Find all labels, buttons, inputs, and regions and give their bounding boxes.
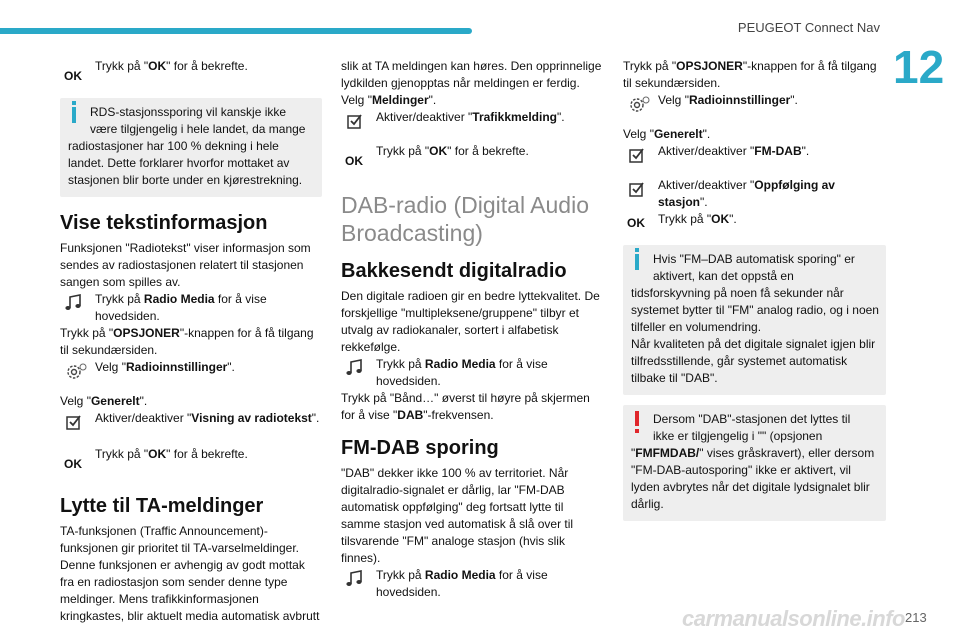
step-toggle-traffic: Aktiver/deaktiver "Trafikkmelding". [341,109,606,143]
chapter-number: 12 [893,41,945,93]
column-1 [60,58,322,625]
header-accent-bar [0,28,472,34]
checkbox-icon [627,145,651,173]
music-note-icon [345,358,369,386]
column-3 [623,58,886,521]
heading-fm-dab: FM-DAB sporing [341,437,499,459]
warning-box: Dersom "DAB"-stasjonen det lyttes til ikke er tilgjengelig i "" (opsjonen "FMFMDAB/" vises gråskravert), eller dersom "FM-DAB-autosporing" ikke er aktivert, vil lyden avbrytes når det digitale lydsignalet blir dårlig. [623,405,886,521]
page-number: 213 [905,610,927,625]
info-icon [635,254,639,270]
step-ok-confirm: OK Trykk på "OK" for å bekrefte. [60,58,322,92]
step-ok-confirm: OK Trykk på "OK" for å bekrefte. [341,143,606,177]
step-radio-media: Trykk på Radio Media for å vise hovedsiden. [341,356,606,390]
step-ok-confirm: OK Trykk på "OK" for å bekrefte. [60,446,322,480]
music-note-icon [345,569,369,597]
paragraph: Velg "Generelt". [60,394,148,408]
step-radio-media: Trykk på Radio Media for å vise hovedsiden. [341,567,606,601]
heading-ta: Lytte til TA-meldinger [60,495,264,517]
settings-icon [64,361,88,389]
heading-dab: DAB-radio (Digital Audio Broadcasting) [341,192,590,246]
step-toggle-station-follow: Aktiver/deaktiver "Oppfølging av stasjon". [623,177,886,211]
step-radio-settings: Velg "Radioinnstillinger". [60,359,322,393]
step-radio-settings: Velg "Radioinnstillinger". [623,92,886,126]
step-toggle-fmdab: Aktiver/deaktiver "FM-DAB". [623,143,886,177]
ok-icon: OK [64,69,82,83]
heading-text-info: Vise tekstinformasjon [60,212,268,234]
music-note-icon [64,293,88,321]
paragraph: Trykk på "Bånd…" øverst til høyre på skjermen for å vise "DAB"-frekvensen. [341,391,590,422]
ok-icon: OK [345,154,363,168]
paragraph: Trykk på "OPSJONER"-knappen for å få tilgang til sekundærsiden. [623,59,877,90]
checkbox-icon [627,179,651,207]
paragraph: Den digitale radioen gir en bedre lyttekvalitet. De forskjellige "multipleksene/gruppene" tilbyr et utvalg av radiokanaler, sortert i alfabetisk rekkefølge. [341,289,600,354]
info-icon [72,107,76,123]
heading-terrestrial: Bakkesendt digitalradio [341,260,567,282]
step-radio-media: Trykk på Radio Media for å vise hovedsiden. [60,291,322,325]
checkbox-icon [64,412,88,440]
watermark: carmanualsonline.info [682,606,905,631]
info-box: Hvis "FM–DAB automatisk sporing" er aktivert, kan det oppstå en tidsforskyvning på noen få sekunder når systemet bytter til "FM" analog radio, og i noen tilfeller en volumendring. Når kvaliteten på det digitale signalet igjen blir tilfredsstillende, går systemet automatisk tilbake til "DAB". [623,245,886,395]
paragraph: TA-funksjonen (Traffic Announcement)-funksjonen gir prioritet til TA-varselmeldinger. Denne funksjonen er avhengig av godt mottak fra en radiostasjon som sender denne type meldinger. Mens trafikkinformasjonen kringkastes, blir aktuelt media automatisk avbrutt [60,524,320,623]
ok-icon: OK [627,216,645,230]
step-toggle-radiotext: Aktiver/deaktiver "Visning av radiotekst". [60,410,322,444]
warning-icon [635,411,639,426]
info-box: RDS-stasjonssporing vil kanskje ikke være tilgjengelig i hele landet, da mange radiostasjoner har 100 % dekning i hele landet. Dette forklarer hvorfor mottaket av stasjonen blir borte under en kjørestrekning. [60,98,322,197]
paragraph: Velg "Meldinger". [341,93,437,107]
paragraph: slik at TA meldingen kan høres. Den opprinnelige lydkilden gjenopptas når meldingen er ferdig. [341,59,602,90]
paragraph: "DAB" dekker ikke 100 % av territoriet. Når digitalradio-signalet er dårlig, lar "FM-DAB automatisk oppfølging" deg fortsatt lytte til samme stasjon ved automatisk å slå over til tilsvarende "FM" analoge stasjon (hvis slik finnes). [341,466,574,565]
column-2 [341,58,606,601]
step-ok-confirm: OK Trykk på "OK". [623,211,886,237]
settings-icon [627,94,651,122]
paragraph: Funksjonen "Radiotekst" viser informasjon som sendes av radiostasjonen relatert til stasjonen sangen som spilles av. [60,241,311,289]
checkbox-icon [345,111,369,139]
ok-icon: OK [64,457,82,471]
paragraph: Velg "Generelt". [623,127,711,141]
header-title: PEUGEOT Connect Nav [737,20,880,35]
paragraph: Trykk på "OPSJONER"-knappen for å få tilgang til sekundærsiden. [60,326,314,357]
